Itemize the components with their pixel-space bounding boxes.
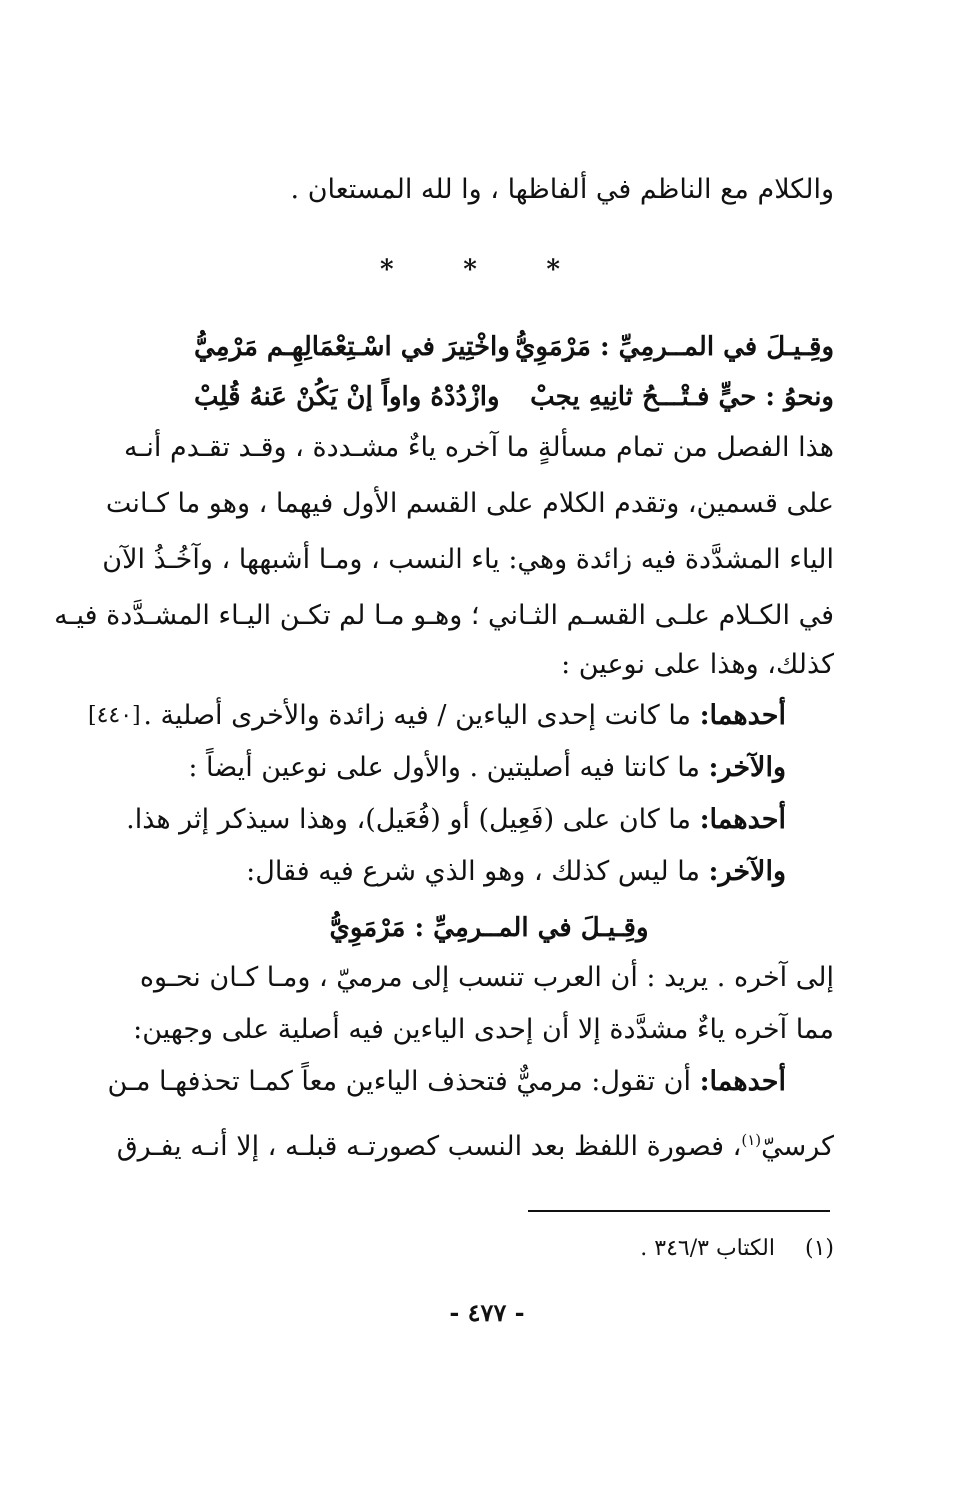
footnote bbox=[640, 1236, 834, 1261]
paragraph-line: هذا الفصل من تمام مسألةٍ ما آخره ياءٌ مشـددة ، وقـد تقـدم أنـه bbox=[124, 432, 834, 463]
intro-line: والكلام مع الناظم في ألفاظها ، وا لله المستعان . bbox=[290, 174, 834, 205]
item-text: ما كانت إحدى الياءين / فيه زائدة والأخرى أصلية . bbox=[143, 700, 700, 731]
separator-star: * bbox=[463, 255, 477, 285]
item-text: أن تقول: مرميٌّ فتحذف الياءين معاً كمـا تحذفهـا مـن bbox=[107, 1066, 700, 1097]
list-item bbox=[146, 748, 786, 788]
separator-star: * bbox=[380, 255, 394, 285]
manuscript-folio-ref: [٤٤٠] bbox=[88, 703, 141, 728]
item-label: والآخر: bbox=[708, 856, 786, 887]
item-label: أحدهما: bbox=[699, 1066, 786, 1097]
item-label: أحدهما: bbox=[699, 700, 786, 731]
page-number: - ٤٧٧ - bbox=[449, 1298, 525, 1327]
item-text: ما كانتا فيه أصليتين . والأول على نوعين أيضاً : bbox=[188, 752, 709, 783]
item-text: ما كان على (فَعِيل) أو (فُعَيل)، وهذا سيذكر إثر هذا. bbox=[126, 804, 700, 835]
verse-line bbox=[194, 332, 834, 362]
verse-hemistich-first: ونحوُ : حيٍّ فـتْـــحُ ثانِيهِ يجبْ bbox=[530, 382, 834, 412]
item-label: أحدهما: bbox=[699, 804, 786, 835]
footnote-divider bbox=[528, 1210, 830, 1212]
separator-star: * bbox=[546, 255, 560, 285]
list-item bbox=[143, 696, 786, 736]
paragraph-line: إلى آخره . يريد : أن العرب تنسب إلى مرميّ ، ومـا كـان نحـوه bbox=[139, 962, 834, 993]
paragraph-line: مما آخره ياءٌ مشدَّدة إلا أن إحدى الياءين فيه أصلية على وجهين: bbox=[133, 1014, 834, 1045]
verse-hemistich-second: واخْتِيرَ في اسْـتِعْمَالِهِـم مَرْمِيُّ bbox=[194, 332, 510, 362]
verse-line bbox=[194, 382, 834, 412]
list-item bbox=[107, 1062, 786, 1102]
list-item bbox=[126, 800, 786, 840]
item-text: ما ليس كذلك ، وهو الذي شرع فيه فقال: bbox=[246, 856, 709, 887]
footnote-number: (١) bbox=[804, 1236, 834, 1261]
footnote-marker: (١) bbox=[741, 1131, 762, 1149]
verse-hemistich-first: وقِـيـلَ في المــرمِيِّ : مَرْمَوِيُّ bbox=[515, 332, 834, 362]
paragraph-line: في الكـلام علـى القسـم الثـاني ؛ وهـو مـا لم تكـن اليـاء المشـدَّدة فيـه bbox=[54, 600, 834, 631]
paragraph-line: على قسمين، وتقدم الكلام على القسم الأول فيهما ، وهو ما كـانت bbox=[105, 488, 834, 519]
word-kursi: كرسيّ bbox=[761, 1131, 834, 1162]
paragraph-line bbox=[116, 1120, 834, 1167]
section-separator bbox=[380, 255, 560, 285]
list-item bbox=[146, 852, 786, 892]
item-label: والآخر: bbox=[708, 752, 786, 783]
paragraph-line: الياء المشدَّدة فيه زائدة وهي: ياء النسب ، ومـا أشبهها ، وآخُـذُ الآن bbox=[102, 544, 834, 575]
paragraph-text: ، فصورة اللفظ بعد النسب كصورتـه قبلـه ، إلا أنـه يفـرق bbox=[116, 1131, 742, 1162]
footnote-text: الكتاب ٣٤٦/٣ . bbox=[640, 1236, 775, 1261]
paragraph-line: كذلك، وهذا على نوعين : bbox=[561, 649, 834, 680]
quoted-verse: وقِـيـلَ في المــرمِيِّ : مَرْمَوِيُّ bbox=[329, 913, 649, 943]
verse-hemistich-second: وازْدُدْهُ واواً إنْ يَكُنْ عَنهُ قُلِبْ bbox=[194, 382, 500, 412]
